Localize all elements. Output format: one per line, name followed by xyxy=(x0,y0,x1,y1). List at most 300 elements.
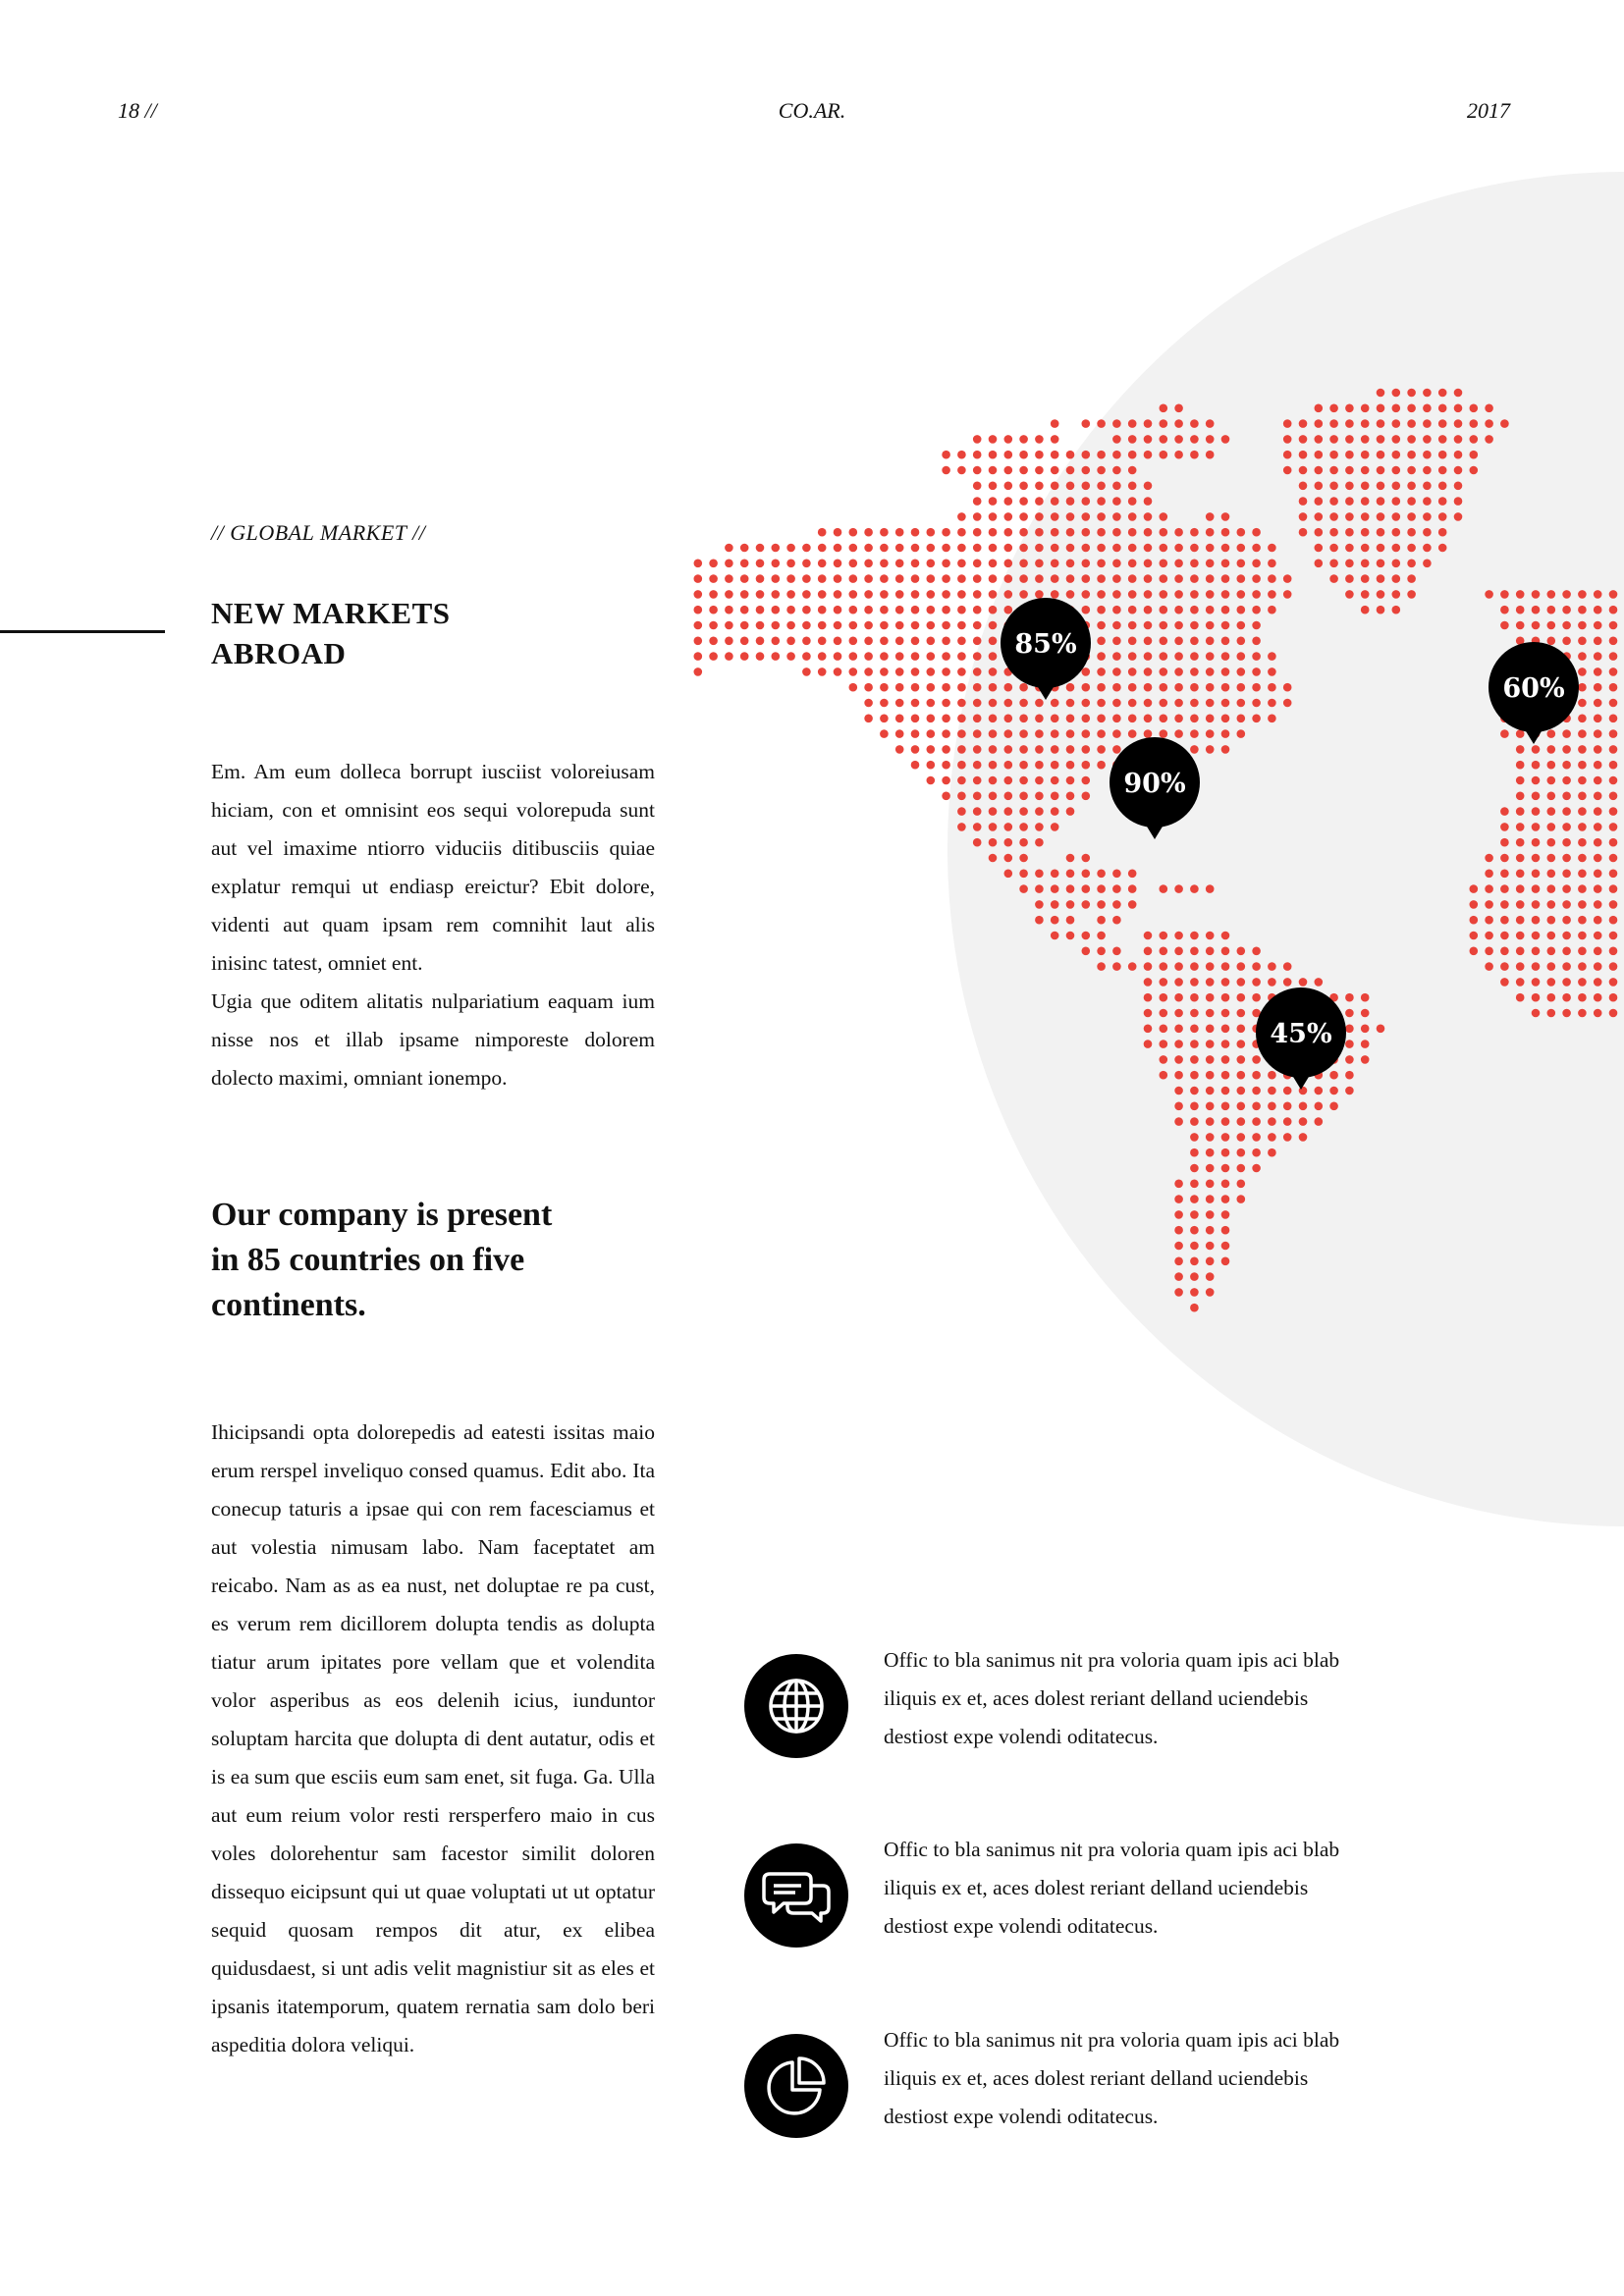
map-dot xyxy=(1019,699,1028,708)
map-dot xyxy=(1174,1180,1183,1189)
map-dot xyxy=(1160,699,1168,708)
map-dot xyxy=(1361,544,1370,553)
map-dot xyxy=(1035,916,1044,925)
map-dot xyxy=(1051,544,1059,553)
map-dot xyxy=(1082,560,1091,568)
map-dot xyxy=(1268,560,1276,568)
map-dot xyxy=(1112,667,1121,676)
map-dot xyxy=(1082,574,1091,583)
map-dot xyxy=(1035,792,1044,801)
map-dot xyxy=(1532,838,1541,847)
map-dot xyxy=(1578,884,1587,893)
map-dot xyxy=(1035,699,1044,708)
map-dot xyxy=(1190,884,1199,893)
map-dot xyxy=(1547,745,1556,754)
map-dot xyxy=(1206,419,1215,428)
map-dot xyxy=(1485,590,1493,599)
publication-year: 2017 xyxy=(1467,98,1510,123)
map-dot xyxy=(1221,1242,1230,1251)
map-dot xyxy=(895,699,904,708)
map-dot xyxy=(725,590,733,599)
map-dot xyxy=(942,560,950,568)
map-dot xyxy=(1174,404,1183,413)
map-dot xyxy=(1594,947,1602,956)
map-dot xyxy=(895,574,904,583)
map-dot xyxy=(849,683,858,692)
map-dot xyxy=(1423,404,1432,413)
map-dot xyxy=(911,637,920,646)
map-dot xyxy=(1144,528,1153,537)
map-dot xyxy=(1283,1087,1292,1095)
map-dot xyxy=(1299,435,1308,444)
map-dot xyxy=(1578,900,1587,909)
map-dot xyxy=(1174,637,1183,646)
map-dot xyxy=(942,466,950,475)
map-dot xyxy=(1035,466,1044,475)
chat-bubbles-icon xyxy=(744,1843,848,1948)
map-dot xyxy=(725,652,733,661)
map-dot xyxy=(1485,884,1493,893)
map-dot xyxy=(1097,528,1106,537)
map-dot xyxy=(1019,560,1028,568)
map-dot xyxy=(1082,761,1091,770)
map-dot xyxy=(1438,389,1447,398)
map-dot xyxy=(1097,745,1106,754)
map-dot xyxy=(1407,466,1416,475)
map-dot xyxy=(1345,482,1354,491)
map-dot xyxy=(989,807,998,816)
map-dot xyxy=(1190,1288,1199,1297)
map-dot xyxy=(1547,792,1556,801)
map-dot xyxy=(989,544,998,553)
map-dot xyxy=(1423,451,1432,459)
map-dot xyxy=(1144,667,1153,676)
map-dot xyxy=(1112,621,1121,630)
map-dot xyxy=(1051,807,1059,816)
map-dot xyxy=(1547,932,1556,940)
map-dot xyxy=(1252,606,1261,614)
map-dot xyxy=(1051,761,1059,770)
map-dot xyxy=(1144,947,1153,956)
map-dot xyxy=(1051,419,1059,428)
map-dot xyxy=(1206,1288,1215,1297)
map-dot xyxy=(1035,560,1044,568)
map-dot xyxy=(1609,745,1618,754)
map-dot xyxy=(1237,715,1246,723)
map-dot xyxy=(1019,435,1028,444)
map-dot xyxy=(1594,729,1602,738)
map-dot xyxy=(1500,838,1509,847)
map-dot xyxy=(1035,544,1044,553)
map-dot xyxy=(1190,683,1199,692)
map-dot xyxy=(1283,574,1292,583)
map-dot xyxy=(1315,435,1324,444)
map-dot xyxy=(1345,451,1354,459)
map-dot xyxy=(1578,870,1587,879)
map-dot xyxy=(740,606,749,614)
map-dot xyxy=(1283,683,1292,692)
feature-item xyxy=(744,1838,1373,1951)
map-dot xyxy=(1392,435,1401,444)
map-dot xyxy=(849,544,858,553)
body-text xyxy=(211,1414,655,2064)
map-dot xyxy=(1283,451,1292,459)
map-dot xyxy=(1547,606,1556,614)
map-dot xyxy=(1174,574,1183,583)
map-dot xyxy=(1112,512,1121,521)
map-dot xyxy=(1190,451,1199,459)
map-dot xyxy=(1160,435,1168,444)
map-dot xyxy=(1345,1055,1354,1064)
map-dot xyxy=(989,482,998,491)
map-dot xyxy=(1562,729,1571,738)
map-dot xyxy=(1252,978,1261,987)
map-dot xyxy=(895,560,904,568)
map-dot xyxy=(957,451,966,459)
map-dot xyxy=(1283,419,1292,428)
map-dot xyxy=(1206,932,1215,940)
map-dot xyxy=(1470,451,1479,459)
map-dot xyxy=(1082,482,1091,491)
map-dot xyxy=(1516,761,1525,770)
map-dot xyxy=(802,590,811,599)
map-dot xyxy=(957,807,966,816)
map-dot xyxy=(1377,574,1385,583)
map-dot xyxy=(1594,932,1602,940)
map-dot xyxy=(1019,528,1028,537)
map-dot xyxy=(1206,435,1215,444)
map-dot xyxy=(1345,512,1354,521)
map-dot xyxy=(1237,1071,1246,1080)
map-dot xyxy=(1066,528,1075,537)
map-dot xyxy=(880,683,889,692)
map-dot xyxy=(1097,482,1106,491)
map-dot xyxy=(1190,637,1199,646)
map-dot xyxy=(709,590,718,599)
map-dot xyxy=(1128,560,1137,568)
map-dot xyxy=(1082,715,1091,723)
map-dot xyxy=(1160,512,1168,521)
map-dot xyxy=(973,451,982,459)
map-dot xyxy=(1066,792,1075,801)
map-dot xyxy=(1221,932,1230,940)
map-dot xyxy=(1562,792,1571,801)
map-dot xyxy=(1221,683,1230,692)
map-dot xyxy=(1206,978,1215,987)
map-dot xyxy=(1206,528,1215,537)
map-dot xyxy=(1019,854,1028,863)
map-dot xyxy=(864,574,873,583)
map-dot xyxy=(1268,1133,1276,1142)
map-dot xyxy=(1547,807,1556,816)
map-dot xyxy=(1112,497,1121,506)
map-dot xyxy=(1594,807,1602,816)
map-dot xyxy=(1237,667,1246,676)
map-dot xyxy=(1051,870,1059,879)
map-dot xyxy=(1500,962,1509,971)
map-dot xyxy=(895,544,904,553)
map-dot xyxy=(1532,792,1541,801)
map-dot xyxy=(1329,574,1338,583)
map-dot xyxy=(989,729,998,738)
map-dot xyxy=(942,667,950,676)
map-dot xyxy=(973,683,982,692)
map-dot xyxy=(1160,606,1168,614)
map-dot xyxy=(1392,451,1401,459)
map-dot xyxy=(1128,590,1137,599)
map-dot xyxy=(1547,590,1556,599)
map-dot xyxy=(1361,1009,1370,1018)
map-dot xyxy=(786,560,795,568)
map-dot xyxy=(942,761,950,770)
map-dot xyxy=(1547,776,1556,785)
map-dot xyxy=(818,652,827,661)
map-dot xyxy=(1190,1102,1199,1111)
map-dot xyxy=(1144,683,1153,692)
map-dot xyxy=(1252,1087,1261,1095)
map-dot xyxy=(1112,451,1121,459)
map-dot xyxy=(1206,1133,1215,1142)
map-dot xyxy=(1221,715,1230,723)
map-dot xyxy=(895,729,904,738)
map-dot xyxy=(1547,761,1556,770)
map-dot xyxy=(1004,560,1013,568)
map-dot xyxy=(957,544,966,553)
map-dot xyxy=(942,574,950,583)
map-dot xyxy=(1221,1071,1230,1080)
map-dot xyxy=(1407,590,1416,599)
map-dot xyxy=(1423,435,1432,444)
map-dot xyxy=(1609,870,1618,879)
map-dot xyxy=(1128,870,1137,879)
map-dot xyxy=(1594,590,1602,599)
map-dot xyxy=(772,652,781,661)
map-dot xyxy=(1035,729,1044,738)
map-dot xyxy=(1516,854,1525,863)
map-dot xyxy=(1578,699,1587,708)
map-dot xyxy=(818,606,827,614)
map-dot xyxy=(1329,1087,1338,1095)
map-dot xyxy=(1516,962,1525,971)
map-dot xyxy=(1547,978,1556,987)
map-dot xyxy=(834,667,842,676)
map-dot xyxy=(1051,884,1059,893)
map-dot xyxy=(1097,590,1106,599)
map-dot xyxy=(989,621,998,630)
map-dot xyxy=(1345,993,1354,1002)
map-dot xyxy=(1299,482,1308,491)
map-dot xyxy=(864,606,873,614)
map-dot xyxy=(1051,574,1059,583)
map-dot xyxy=(927,729,936,738)
map-dot xyxy=(1500,932,1509,940)
map-dot xyxy=(927,652,936,661)
map-dot xyxy=(1532,621,1541,630)
map-dot xyxy=(1174,884,1183,893)
map-dot xyxy=(1144,715,1153,723)
intro-paragraph: Ugia que oditem alitatis nulpariatium eaquam ium nisse nos et illab ipsame nimporeste dolorem dolecto maximi, omniant ionempo. xyxy=(211,989,655,1090)
map-dot xyxy=(709,621,718,630)
map-dot xyxy=(1160,528,1168,537)
map-dot xyxy=(1206,1087,1215,1095)
map-dot xyxy=(849,621,858,630)
map-dot xyxy=(1019,466,1028,475)
map-dot xyxy=(1097,761,1106,770)
map-dot xyxy=(1594,761,1602,770)
map-dot xyxy=(1066,497,1075,506)
map-dot xyxy=(1594,745,1602,754)
map-dot xyxy=(1237,947,1246,956)
map-dot xyxy=(927,699,936,708)
map-dot xyxy=(1377,512,1385,521)
map-dot xyxy=(1221,978,1230,987)
map-dot xyxy=(1268,1148,1276,1157)
map-dot xyxy=(1237,1164,1246,1173)
map-dot xyxy=(1004,683,1013,692)
map-dot xyxy=(1174,667,1183,676)
map-dot xyxy=(1206,590,1215,599)
map-dot xyxy=(1562,916,1571,925)
map-dot xyxy=(1160,932,1168,940)
map-dot xyxy=(1004,729,1013,738)
map-dot xyxy=(1160,667,1168,676)
map-dot xyxy=(1174,560,1183,568)
map-dot xyxy=(1206,1195,1215,1203)
map-dot xyxy=(973,699,982,708)
map-dot xyxy=(1190,1117,1199,1126)
map-dot xyxy=(1500,823,1509,831)
map-dot xyxy=(1097,621,1106,630)
map-dot xyxy=(1004,715,1013,723)
map-dot xyxy=(1407,497,1416,506)
map-dot xyxy=(1329,404,1338,413)
map-dot xyxy=(1221,1257,1230,1266)
map-dot xyxy=(1268,699,1276,708)
map-dot xyxy=(989,435,998,444)
map-dot xyxy=(1345,1071,1354,1080)
map-dot xyxy=(1438,419,1447,428)
map-dot xyxy=(1097,699,1106,708)
map-dot xyxy=(1268,962,1276,971)
map-dot xyxy=(1190,560,1199,568)
map-dot xyxy=(1329,528,1338,537)
map-dot xyxy=(1066,761,1075,770)
map-dot xyxy=(864,621,873,630)
map-dot xyxy=(1004,761,1013,770)
map-dot xyxy=(1485,870,1493,879)
map-dot xyxy=(1299,419,1308,428)
map-dot xyxy=(1066,807,1075,816)
map-dot xyxy=(1485,916,1493,925)
map-dot xyxy=(1423,466,1432,475)
map-dot xyxy=(1547,854,1556,863)
map-dot xyxy=(1112,574,1121,583)
map-dot xyxy=(911,745,920,754)
map-dot xyxy=(1562,962,1571,971)
map-dot xyxy=(1144,962,1153,971)
map-dot xyxy=(1160,715,1168,723)
map-dot xyxy=(1066,729,1075,738)
map-dot xyxy=(1237,652,1246,661)
map-dot xyxy=(1345,1025,1354,1034)
map-dot xyxy=(1174,1025,1183,1034)
map-dot xyxy=(1051,482,1059,491)
map-dot xyxy=(1174,1040,1183,1048)
globe-icon xyxy=(744,1654,848,1758)
map-dot xyxy=(1532,900,1541,909)
map-dot xyxy=(942,590,950,599)
map-dot xyxy=(1237,729,1246,738)
map-dot xyxy=(1221,1210,1230,1219)
map-dot xyxy=(1206,574,1215,583)
map-dot xyxy=(1423,419,1432,428)
map-dot xyxy=(1377,590,1385,599)
map-dot xyxy=(1361,466,1370,475)
map-dot xyxy=(1361,1040,1370,1048)
map-dot xyxy=(1160,683,1168,692)
map-dot xyxy=(1144,419,1153,428)
map-dot xyxy=(1252,667,1261,676)
map-dot xyxy=(1035,900,1044,909)
map-dot xyxy=(1035,884,1044,893)
pull-quote xyxy=(211,1193,673,1328)
map-dot xyxy=(1438,435,1447,444)
heading-line: ABROAD xyxy=(211,636,347,670)
map-dot xyxy=(740,621,749,630)
map-dot xyxy=(1237,621,1246,630)
map-dot xyxy=(834,652,842,661)
map-dot xyxy=(1019,544,1028,553)
map-dot xyxy=(1609,637,1618,646)
map-dot xyxy=(1097,683,1106,692)
map-dot xyxy=(1532,761,1541,770)
map-dot xyxy=(1361,993,1370,1002)
map-dot xyxy=(1252,1133,1261,1142)
map-dot xyxy=(786,574,795,583)
map-dot xyxy=(1268,667,1276,676)
map-dot xyxy=(973,838,982,847)
map-dot xyxy=(1578,978,1587,987)
map-dot xyxy=(694,574,703,583)
feature-text: Offic to bla sanimus nit pra voloria quam ipis aci blab iliquis ex et, aces dolest reriant delland uciendebis destiost expe volendi oditatecus. xyxy=(884,1838,1340,1938)
map-dot xyxy=(1547,1009,1556,1018)
map-dot xyxy=(818,637,827,646)
map-dot xyxy=(740,637,749,646)
map-dot xyxy=(818,560,827,568)
map-marker-label: 85% xyxy=(1014,629,1077,660)
map-dot xyxy=(1128,574,1137,583)
map-dot xyxy=(1594,683,1602,692)
map-dot xyxy=(740,574,749,583)
map-dot xyxy=(694,637,703,646)
map-dot xyxy=(989,497,998,506)
map-dot xyxy=(1066,870,1075,879)
map-dot xyxy=(1594,916,1602,925)
map-dot xyxy=(927,667,936,676)
map-dot xyxy=(927,745,936,754)
map-dot xyxy=(1190,1040,1199,1048)
map-dot xyxy=(1206,993,1215,1002)
map-dot xyxy=(1004,590,1013,599)
map-dot xyxy=(725,606,733,614)
intro-text xyxy=(211,753,655,1097)
map-dot xyxy=(1221,729,1230,738)
map-dot xyxy=(973,761,982,770)
map-dot xyxy=(989,838,998,847)
map-dot xyxy=(1594,667,1602,676)
map-dot xyxy=(1174,652,1183,661)
map-dot xyxy=(1377,435,1385,444)
